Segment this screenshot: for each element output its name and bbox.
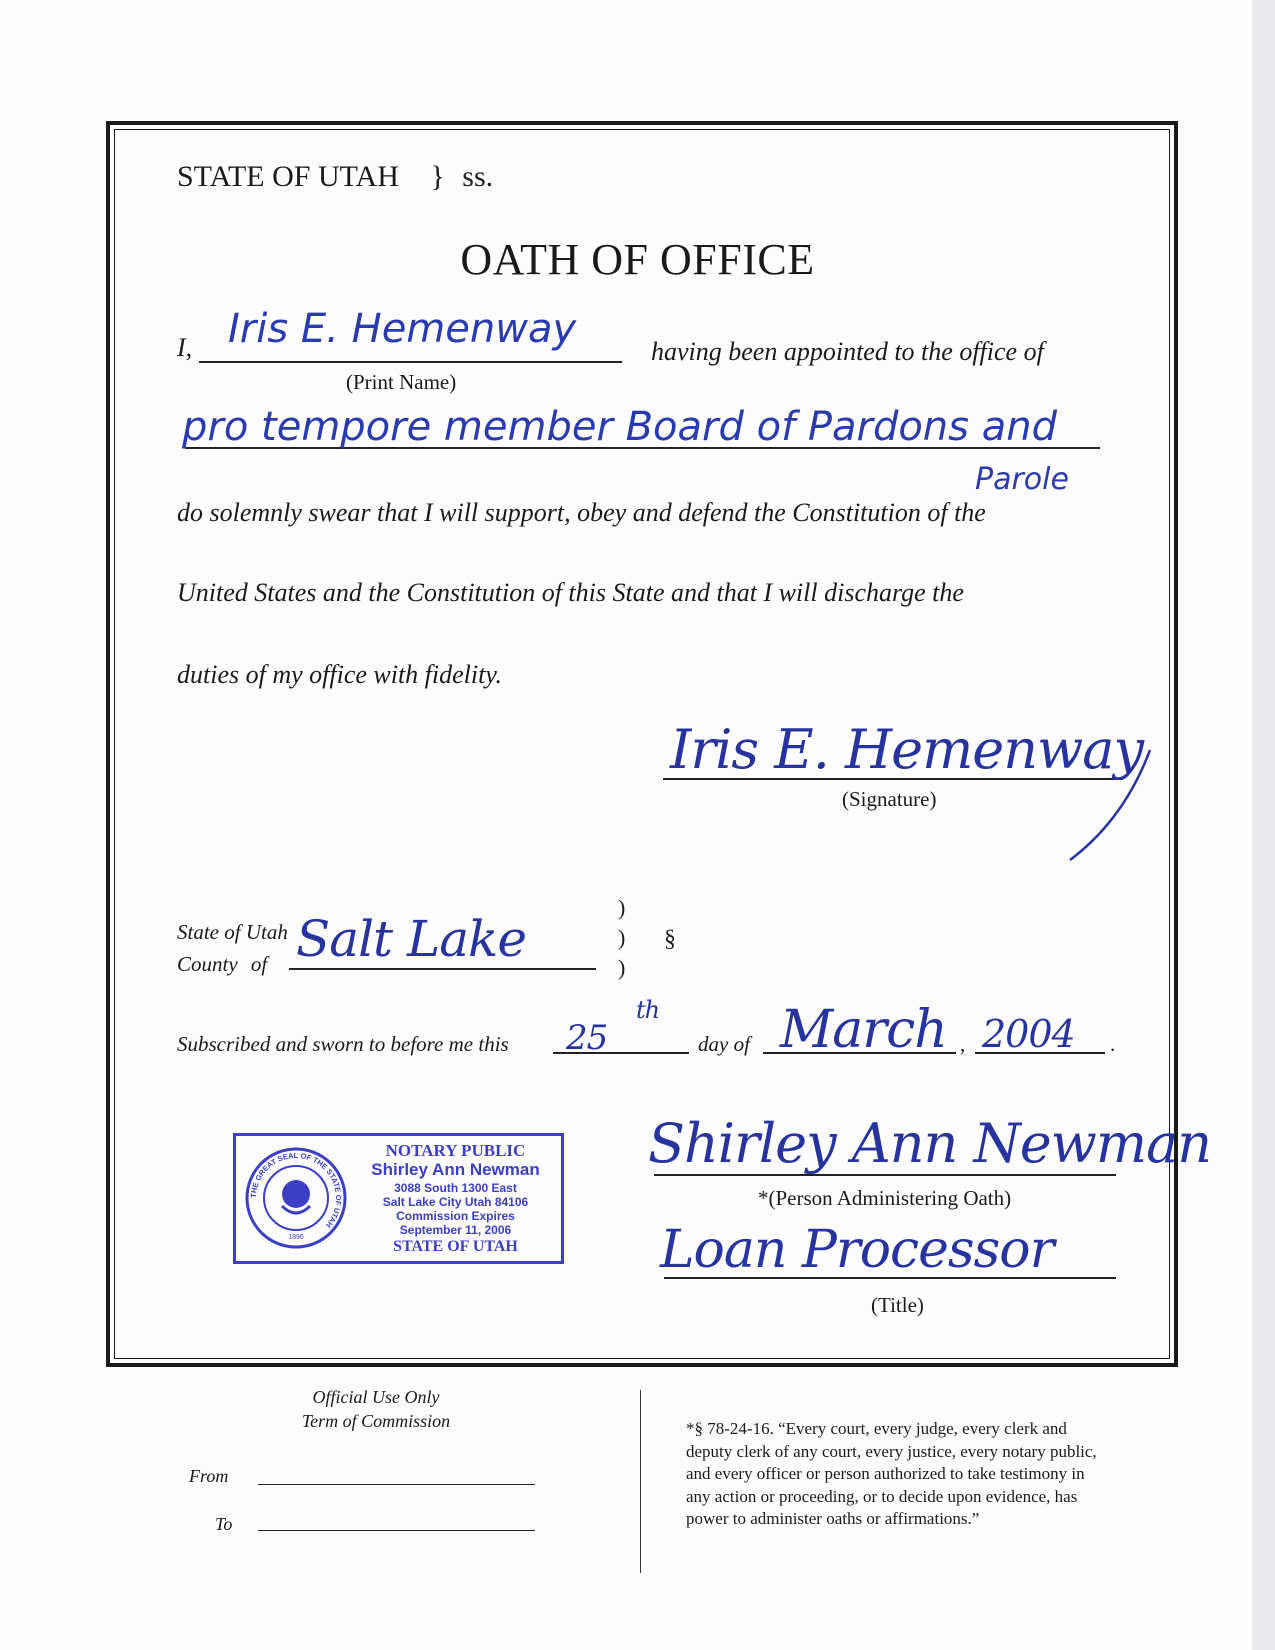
paren-3: ) [618, 955, 626, 980]
from-label: From [189, 1466, 229, 1486]
month-comma: , [960, 1032, 966, 1056]
notary-stamp [233, 1133, 564, 1264]
print-name-line [199, 361, 622, 363]
paren-2: ) [618, 925, 626, 950]
oath-body-line-3: duties of my office with fidelity. [177, 660, 502, 689]
print-name-handwritten: Iris E. Hemenway [228, 306, 577, 352]
stamp-title: NOTARY PUBLIC [385, 1141, 526, 1160]
section-symbol: § [664, 926, 676, 952]
administrator-label: *(Person Administering Oath) [758, 1186, 1012, 1210]
county-line [289, 968, 596, 970]
signature-label: (Signature) [842, 787, 937, 811]
signature-flourish [1040, 730, 1160, 870]
oath-body-line-2: United States and the Constitution of this State and that I will discharge the [177, 578, 964, 607]
paren-1: ) [618, 895, 626, 920]
svg-text:1896: 1896 [288, 1234, 304, 1241]
stamp-address-1: 3088 South 1300 East [394, 1181, 517, 1195]
day-suffix-handwritten: th [636, 996, 660, 1024]
statute-line-3: and every officer or person authorized to take testimony in [686, 1464, 1085, 1483]
from-line [258, 1484, 535, 1485]
title-label: (Title) [871, 1293, 924, 1317]
county-word: County [177, 952, 238, 976]
official-use-heading: Official Use Only [312, 1387, 440, 1407]
administrator-signature-handwritten: Shirley Ann Newman [648, 1112, 1212, 1175]
footer-divider [640, 1390, 641, 1573]
stamp-expires-date: September 11, 2006 [399, 1223, 512, 1237]
day-handwritten: 25 [566, 1018, 608, 1058]
office-handwritten-continued: Parole [975, 462, 1069, 497]
venue-parens [618, 893, 625, 983]
sworn-prefix: Subscribed and sworn to before me this [177, 1032, 509, 1056]
statute-line-5: power to administer oaths or affirmations.” [686, 1509, 980, 1528]
statute-line-4: any action or proceeding, or to decide upon evidence, has [686, 1486, 1078, 1506]
official-use-block [246, 1385, 506, 1433]
stamp-expires-label: Commission Expires [396, 1209, 515, 1223]
state-seal-icon [244, 1146, 348, 1250]
of-word: of [250, 952, 268, 976]
office-handwritten: pro tempore member Board of Pardons and [182, 404, 1057, 450]
brace: } [430, 160, 445, 193]
state-name: STATE OF UTAH [177, 160, 399, 193]
statute-note [686, 1418, 1097, 1531]
county-handwritten: Salt Lake [296, 910, 526, 968]
month-handwritten: March [780, 1000, 947, 1060]
i-prefix: I, [177, 333, 193, 362]
venue-state-label: State of Utah [177, 920, 288, 944]
statute-line-2: deputy clerk of any court, every justice, every notary public, [686, 1441, 1097, 1461]
oath-body-line-1: do solemnly swear that I will support, obey and defend the Constitution of the [177, 498, 986, 527]
statute-line-1: *§ 78-24-16. “Every court, every judge, every clerk and [686, 1419, 1067, 1438]
venue-county-label [177, 952, 267, 977]
title-handwritten: Loan Processor [660, 1220, 1054, 1280]
stamp-notary-name: Shirley Ann Newman [371, 1160, 540, 1179]
state-header [177, 160, 493, 194]
day-of-label: day of [698, 1032, 750, 1056]
to-line [258, 1530, 535, 1531]
print-name-label: (Print Name) [346, 370, 457, 394]
appointed-text: having been appointed to the office of [651, 337, 1044, 366]
stamp-state: STATE OF UTAH [393, 1238, 518, 1255]
term-of-commission: Term of Commission [301, 1411, 451, 1431]
to-label: To [215, 1514, 233, 1534]
svg-text:THE GREAT SEAL OF THE STATE OF: THE GREAT SEAL OF THE STATE OF UTAH [248, 1150, 344, 1230]
stamp-address-2: Salt Lake City Utah 84106 [382, 1195, 529, 1209]
page-title: OATH OF OFFICE [460, 235, 815, 284]
year-handwritten: 2004 [982, 1012, 1075, 1056]
date-period: . [1110, 1032, 1116, 1056]
ss-abbrev: ss. [462, 160, 494, 193]
signature-handwritten: Iris E. Hemenway [670, 718, 1143, 781]
